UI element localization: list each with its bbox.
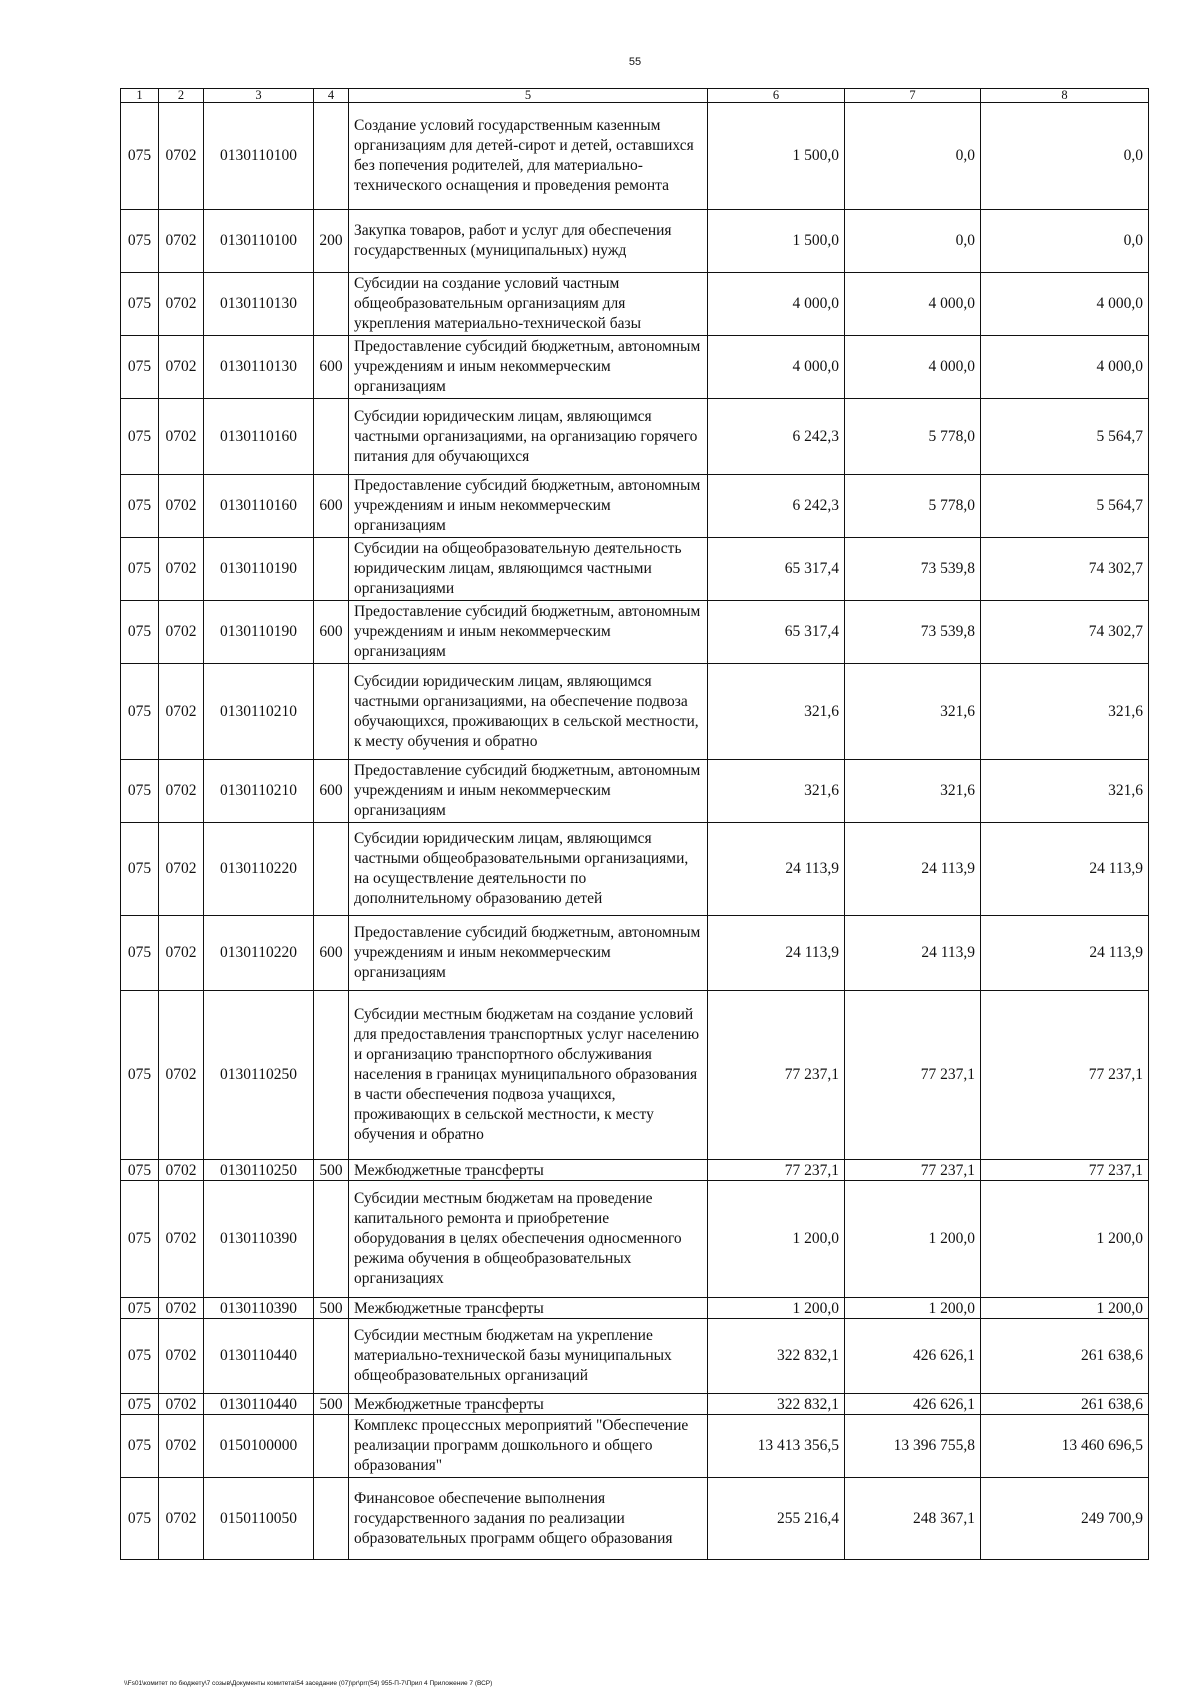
table-row	[121, 916, 1149, 991]
cell-amount-year-2: 321,6	[845, 760, 981, 823]
header-col-4: 4	[314, 89, 349, 103]
cell-amount-year-2: 0,0	[845, 210, 981, 273]
cell-ministry-code: 075	[121, 399, 159, 475]
cell-amount-year-1: 1 500,0	[708, 103, 845, 210]
cell-target-article: 0130110160	[204, 475, 314, 538]
cell-description: Межбюджетные трансферты	[349, 1394, 708, 1415]
cell-expense-type	[314, 991, 349, 1160]
cell-ministry-code: 075	[121, 538, 159, 601]
cell-target-article: 0130110390	[204, 1298, 314, 1319]
cell-amount-year-2: 5 778,0	[845, 475, 981, 538]
cell-amount-year-1: 65 317,4	[708, 601, 845, 664]
cell-section-code: 0702	[159, 1181, 204, 1298]
table-row	[121, 1478, 1149, 1560]
cell-expense-type: 600	[314, 336, 349, 399]
cell-section-code: 0702	[159, 336, 204, 399]
cell-ministry-code: 075	[121, 1160, 159, 1181]
cell-amount-year-1: 321,6	[708, 664, 845, 760]
cell-section-code: 0702	[159, 1160, 204, 1181]
cell-amount-year-2: 77 237,1	[845, 991, 981, 1160]
cell-amount-year-2: 426 626,1	[845, 1319, 981, 1394]
budget-table	[120, 88, 1149, 1560]
cell-description: Финансовое обеспечение выполнения государственного задания по реализации образовательных программ общего образования	[349, 1478, 708, 1560]
cell-description: Межбюджетные трансферты	[349, 1298, 708, 1319]
cell-description: Предоставление субсидий бюджетным, автономным учреждениям и иным некоммерческим организациям	[349, 760, 708, 823]
cell-expense-type: 500	[314, 1160, 349, 1181]
table-row	[121, 273, 1149, 336]
cell-expense-type	[314, 103, 349, 210]
cell-section-code: 0702	[159, 538, 204, 601]
cell-expense-type	[314, 1319, 349, 1394]
cell-expense-type: 200	[314, 210, 349, 273]
cell-amount-year-2: 13 396 755,8	[845, 1415, 981, 1478]
cell-ministry-code: 075	[121, 1298, 159, 1319]
cell-section-code: 0702	[159, 760, 204, 823]
cell-section-code: 0702	[159, 1319, 204, 1394]
cell-section-code: 0702	[159, 210, 204, 273]
cell-amount-year-2: 0,0	[845, 103, 981, 210]
table-row	[121, 538, 1149, 601]
cell-amount-year-2: 73 539,8	[845, 538, 981, 601]
header-col-1: 1	[121, 89, 159, 103]
cell-amount-year-3: 321,6	[981, 664, 1149, 760]
table-row	[121, 1160, 1149, 1181]
cell-amount-year-3: 0,0	[981, 210, 1149, 273]
cell-ministry-code: 075	[121, 664, 159, 760]
cell-ministry-code: 075	[121, 475, 159, 538]
cell-section-code: 0702	[159, 1298, 204, 1319]
cell-ministry-code: 075	[121, 103, 159, 210]
page-number: 55	[628, 56, 642, 68]
cell-section-code: 0702	[159, 664, 204, 760]
cell-amount-year-1: 255 216,4	[708, 1478, 845, 1560]
header-col-3: 3	[204, 89, 314, 103]
cell-amount-year-3: 4 000,0	[981, 336, 1149, 399]
cell-ministry-code: 075	[121, 991, 159, 1160]
table-row	[121, 664, 1149, 760]
cell-expense-type: 500	[314, 1394, 349, 1415]
cell-target-article: 0130110190	[204, 601, 314, 664]
cell-amount-year-2: 1 200,0	[845, 1181, 981, 1298]
cell-ministry-code: 075	[121, 916, 159, 991]
cell-amount-year-1: 13 413 356,5	[708, 1415, 845, 1478]
cell-expense-type	[314, 1415, 349, 1478]
table-row	[121, 823, 1149, 916]
cell-amount-year-1: 6 242,3	[708, 399, 845, 475]
cell-amount-year-1: 77 237,1	[708, 1160, 845, 1181]
cell-amount-year-2: 24 113,9	[845, 823, 981, 916]
cell-ministry-code: 075	[121, 1415, 159, 1478]
cell-description: Субсидии юридическим лицам, являющимся частными организациями, на организацию горячего питания для обучающихся	[349, 399, 708, 475]
cell-amount-year-3: 24 113,9	[981, 823, 1149, 916]
cell-amount-year-1: 65 317,4	[708, 538, 845, 601]
table-row	[121, 399, 1149, 475]
footer-file-path: \\Fs01\комитет по бюджету\7 созыв\Документы комитета\54 заседание (07)\pr\prг(54) 955-П-7\Прил 4 Приложение 7 (ВСР)	[124, 1680, 493, 1687]
cell-amount-year-3: 5 564,7	[981, 399, 1149, 475]
cell-target-article: 0130110440	[204, 1394, 314, 1415]
cell-target-article: 0130110100	[204, 103, 314, 210]
cell-ministry-code: 075	[121, 336, 159, 399]
cell-ministry-code: 075	[121, 1394, 159, 1415]
cell-description: Субсидии местным бюджетам на проведение капитального ремонта и приобретение оборудования в целях обеспечения односменного режима обучения в общеобразовательных организациях	[349, 1181, 708, 1298]
cell-target-article: 0130110250	[204, 1160, 314, 1181]
cell-section-code: 0702	[159, 273, 204, 336]
table-row	[121, 1298, 1149, 1319]
cell-amount-year-1: 24 113,9	[708, 916, 845, 991]
table-row	[121, 1394, 1149, 1415]
cell-amount-year-3: 4 000,0	[981, 273, 1149, 336]
cell-amount-year-2: 4 000,0	[845, 273, 981, 336]
cell-expense-type	[314, 823, 349, 916]
cell-description: Предоставление субсидий бюджетным, автономным учреждениям и иным некоммерческим организациям	[349, 475, 708, 538]
cell-target-article: 0130110440	[204, 1319, 314, 1394]
cell-amount-year-3: 77 237,1	[981, 1160, 1149, 1181]
cell-amount-year-1: 1 200,0	[708, 1298, 845, 1319]
cell-amount-year-1: 24 113,9	[708, 823, 845, 916]
cell-section-code: 0702	[159, 916, 204, 991]
cell-ministry-code: 075	[121, 823, 159, 916]
table-row	[121, 475, 1149, 538]
header-col-2: 2	[159, 89, 204, 103]
table-row	[121, 210, 1149, 273]
cell-description: Предоставление субсидий бюджетным, автономным учреждениям и иным некоммерческим организациям	[349, 336, 708, 399]
cell-expense-type: 500	[314, 1298, 349, 1319]
cell-description: Межбюджетные трансферты	[349, 1160, 708, 1181]
cell-ministry-code: 075	[121, 210, 159, 273]
cell-target-article: 0130110220	[204, 823, 314, 916]
cell-amount-year-2: 77 237,1	[845, 1160, 981, 1181]
cell-section-code: 0702	[159, 823, 204, 916]
cell-section-code: 0702	[159, 601, 204, 664]
table-row	[121, 760, 1149, 823]
cell-amount-year-3: 24 113,9	[981, 916, 1149, 991]
cell-amount-year-1: 77 237,1	[708, 991, 845, 1160]
cell-amount-year-1: 1 200,0	[708, 1181, 845, 1298]
cell-target-article: 0130110210	[204, 664, 314, 760]
cell-expense-type	[314, 399, 349, 475]
cell-section-code: 0702	[159, 1478, 204, 1560]
header-col-5: 5	[349, 89, 708, 103]
cell-amount-year-1: 322 832,1	[708, 1319, 845, 1394]
cell-section-code: 0702	[159, 103, 204, 210]
cell-section-code: 0702	[159, 475, 204, 538]
cell-description: Закупка товаров, работ и услуг для обеспечения государственных (муниципальных) нужд	[349, 210, 708, 273]
cell-amount-year-3: 249 700,9	[981, 1478, 1149, 1560]
header-row	[121, 89, 1149, 103]
table-row	[121, 336, 1149, 399]
cell-amount-year-2: 24 113,9	[845, 916, 981, 991]
table-row	[121, 991, 1149, 1160]
cell-amount-year-3: 74 302,7	[981, 538, 1149, 601]
cell-expense-type: 600	[314, 475, 349, 538]
cell-amount-year-3: 261 638,6	[981, 1394, 1149, 1415]
cell-description: Субсидии на общеобразовательную деятельность юридическим лицам, являющимся частными организациями	[349, 538, 708, 601]
cell-target-article: 0130110100	[204, 210, 314, 273]
cell-expense-type	[314, 664, 349, 760]
cell-target-article: 0150100000	[204, 1415, 314, 1478]
cell-expense-type	[314, 273, 349, 336]
cell-amount-year-2: 4 000,0	[845, 336, 981, 399]
cell-description: Предоставление субсидий бюджетным, автономным учреждениям и иным некоммерческим организациям	[349, 916, 708, 991]
cell-description: Предоставление субсидий бюджетным, автономным учреждениям и иным некоммерческим организациям	[349, 601, 708, 664]
cell-ministry-code: 075	[121, 601, 159, 664]
table-row	[121, 1181, 1149, 1298]
cell-amount-year-3: 321,6	[981, 760, 1149, 823]
table-row	[121, 1415, 1149, 1478]
cell-amount-year-2: 73 539,8	[845, 601, 981, 664]
cell-ministry-code: 075	[121, 273, 159, 336]
cell-amount-year-2: 5 778,0	[845, 399, 981, 475]
cell-amount-year-1: 4 000,0	[708, 273, 845, 336]
cell-amount-year-3: 261 638,6	[981, 1319, 1149, 1394]
cell-amount-year-1: 321,6	[708, 760, 845, 823]
cell-expense-type: 600	[314, 601, 349, 664]
cell-amount-year-3: 13 460 696,5	[981, 1415, 1149, 1478]
cell-target-article: 0130110130	[204, 273, 314, 336]
cell-ministry-code: 075	[121, 760, 159, 823]
cell-description: Субсидии местным бюджетам на создание условий для предоставления транспортных услуг населению и организацию транспортного обслуживания населения в границах муниципального образования в части обеспечения подвоза учащихся, проживающих в сельской местности, к месту обучения и обратно	[349, 991, 708, 1160]
cell-amount-year-3: 1 200,0	[981, 1181, 1149, 1298]
cell-amount-year-3: 5 564,7	[981, 475, 1149, 538]
cell-amount-year-2: 248 367,1	[845, 1478, 981, 1560]
cell-target-article: 0130110390	[204, 1181, 314, 1298]
cell-amount-year-1: 1 500,0	[708, 210, 845, 273]
cell-description: Субсидии юридическим лицам, являющимся частными общеобразовательными организациями, на осуществление деятельности по дополнительному образованию детей	[349, 823, 708, 916]
cell-ministry-code: 075	[121, 1478, 159, 1560]
cell-target-article: 0130110190	[204, 538, 314, 601]
cell-amount-year-3: 0,0	[981, 103, 1149, 210]
table-row	[121, 1319, 1149, 1394]
cell-amount-year-3: 77 237,1	[981, 991, 1149, 1160]
cell-description: Комплекс процессных мероприятий "Обеспечение реализации программ дошкольного и общего образования"	[349, 1415, 708, 1478]
header-col-6: 6	[708, 89, 845, 103]
cell-section-code: 0702	[159, 1394, 204, 1415]
cell-amount-year-3: 1 200,0	[981, 1298, 1149, 1319]
cell-target-article: 0130110210	[204, 760, 314, 823]
cell-amount-year-1: 6 242,3	[708, 475, 845, 538]
cell-description: Создание условий государственным казенным организациям для детей-сирот и детей, оставшихся без попечения родителей, для материально-технического оснащения и проведения ремонта	[349, 103, 708, 210]
cell-amount-year-2: 321,6	[845, 664, 981, 760]
header-col-7: 7	[845, 89, 981, 103]
cell-expense-type	[314, 1478, 349, 1560]
cell-section-code: 0702	[159, 1415, 204, 1478]
cell-amount-year-2: 426 626,1	[845, 1394, 981, 1415]
cell-amount-year-2: 1 200,0	[845, 1298, 981, 1319]
cell-amount-year-1: 322 832,1	[708, 1394, 845, 1415]
table-row	[121, 103, 1149, 210]
cell-ministry-code: 075	[121, 1181, 159, 1298]
cell-expense-type	[314, 538, 349, 601]
cell-target-article: 0130110250	[204, 991, 314, 1160]
cell-description: Субсидии на создание условий частным общеобразовательным организациям для укрепления материально-технической базы	[349, 273, 708, 336]
cell-expense-type: 600	[314, 760, 349, 823]
cell-description: Субсидии местным бюджетам на укрепление материально-технической базы муниципальных общеобразовательных организаций	[349, 1319, 708, 1394]
cell-amount-year-1: 4 000,0	[708, 336, 845, 399]
cell-expense-type: 600	[314, 916, 349, 991]
cell-ministry-code: 075	[121, 1319, 159, 1394]
cell-expense-type	[314, 1181, 349, 1298]
cell-target-article: 0130110160	[204, 399, 314, 475]
cell-amount-year-3: 74 302,7	[981, 601, 1149, 664]
header-col-8: 8	[981, 89, 1149, 103]
cell-section-code: 0702	[159, 399, 204, 475]
table-row	[121, 601, 1149, 664]
cell-target-article: 0130110130	[204, 336, 314, 399]
cell-description: Субсидии юридическим лицам, являющимся частными организациями, на обеспечение подвоза обучающихся, проживающих в сельской местности, к месту обучения и обратно	[349, 664, 708, 760]
cell-section-code: 0702	[159, 991, 204, 1160]
cell-target-article: 0150110050	[204, 1478, 314, 1560]
cell-target-article: 0130110220	[204, 916, 314, 991]
